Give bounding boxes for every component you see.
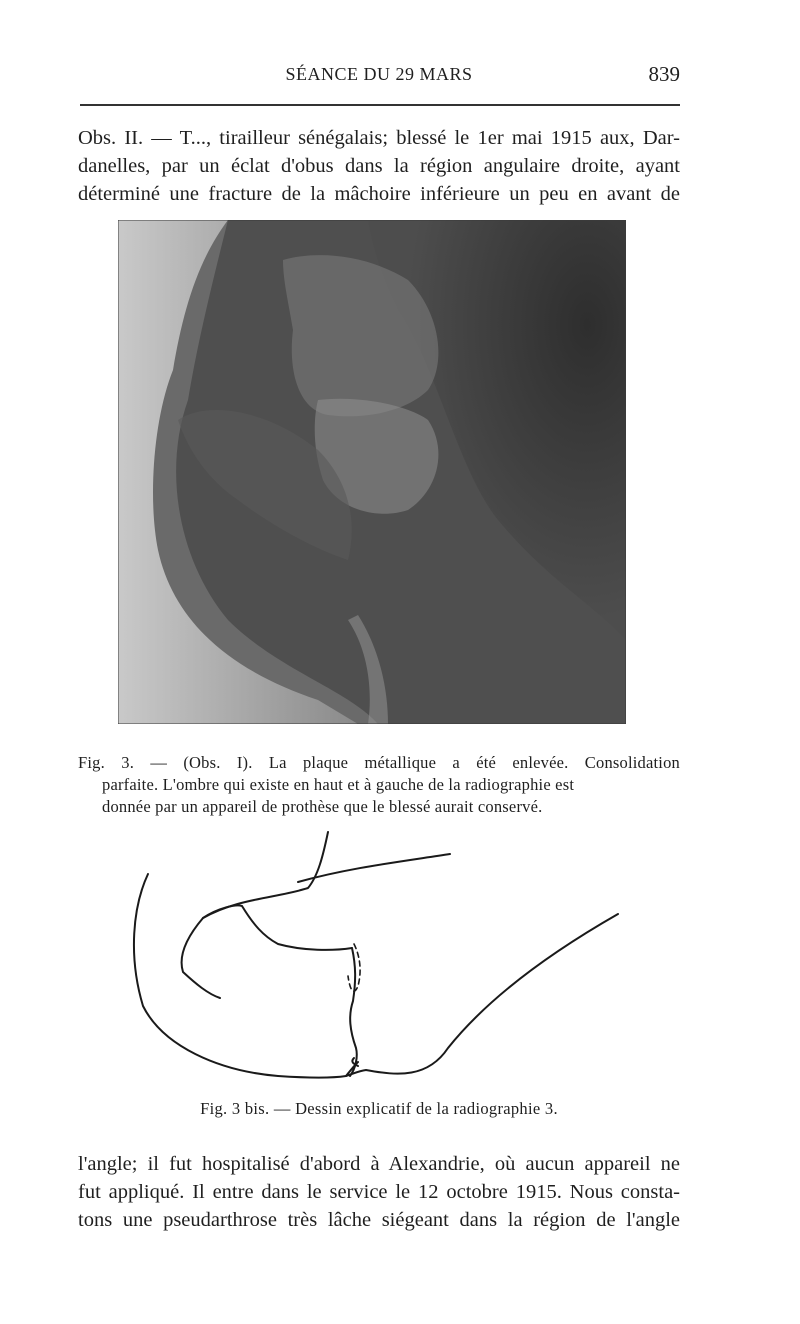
caption-line: Fig. 3. — (Obs. I). La plaque métallique a été enlevée. Consolidation — [78, 753, 680, 772]
radiograph-figure-3 — [118, 220, 626, 724]
text-line: l'angle; il fut hospitalisé d'abord à Alexandrie, où aucun appareil ne — [78, 1153, 680, 1175]
page-number: 839 — [648, 62, 680, 86]
explanatory-drawing-figure-3bis — [118, 826, 630, 1088]
figure-3bis-caption: Fig. 3 bis. — Dessin explicatif de la radiographie 3. — [200, 1099, 558, 1118]
text-line: Obs. II. — T..., tirailleur sénégalais; blessé le 1er mai 1915 aux, Dar- — [78, 127, 680, 149]
paragraph-top — [78, 124, 680, 208]
text-line: déterminé une fracture de la mâchoire inférieure un peu en avant de — [78, 183, 680, 205]
caption-line: donnée par un appareil de prothèse que le blessé aurait conservé. — [102, 797, 543, 816]
header-rule — [80, 104, 680, 106]
figure-3-caption — [78, 752, 680, 818]
caption-line: parfaite. L'ombre qui existe en haut et à gauche de la radiographie est — [102, 775, 575, 794]
paragraph-bottom — [78, 1150, 680, 1234]
text-line: danelles, par un éclat d'obus dans la région angulaire droite, ayant — [78, 155, 680, 177]
running-head — [78, 62, 680, 92]
text-line: fut appliqué. Il entre dans le service le 12 octobre 1915. Nous consta- — [78, 1181, 680, 1203]
running-title: SÉANCE DU 29 MARS — [285, 64, 473, 84]
text-line: tons une pseudarthrose très lâche siégeant dans la région de l'angle — [78, 1209, 680, 1231]
